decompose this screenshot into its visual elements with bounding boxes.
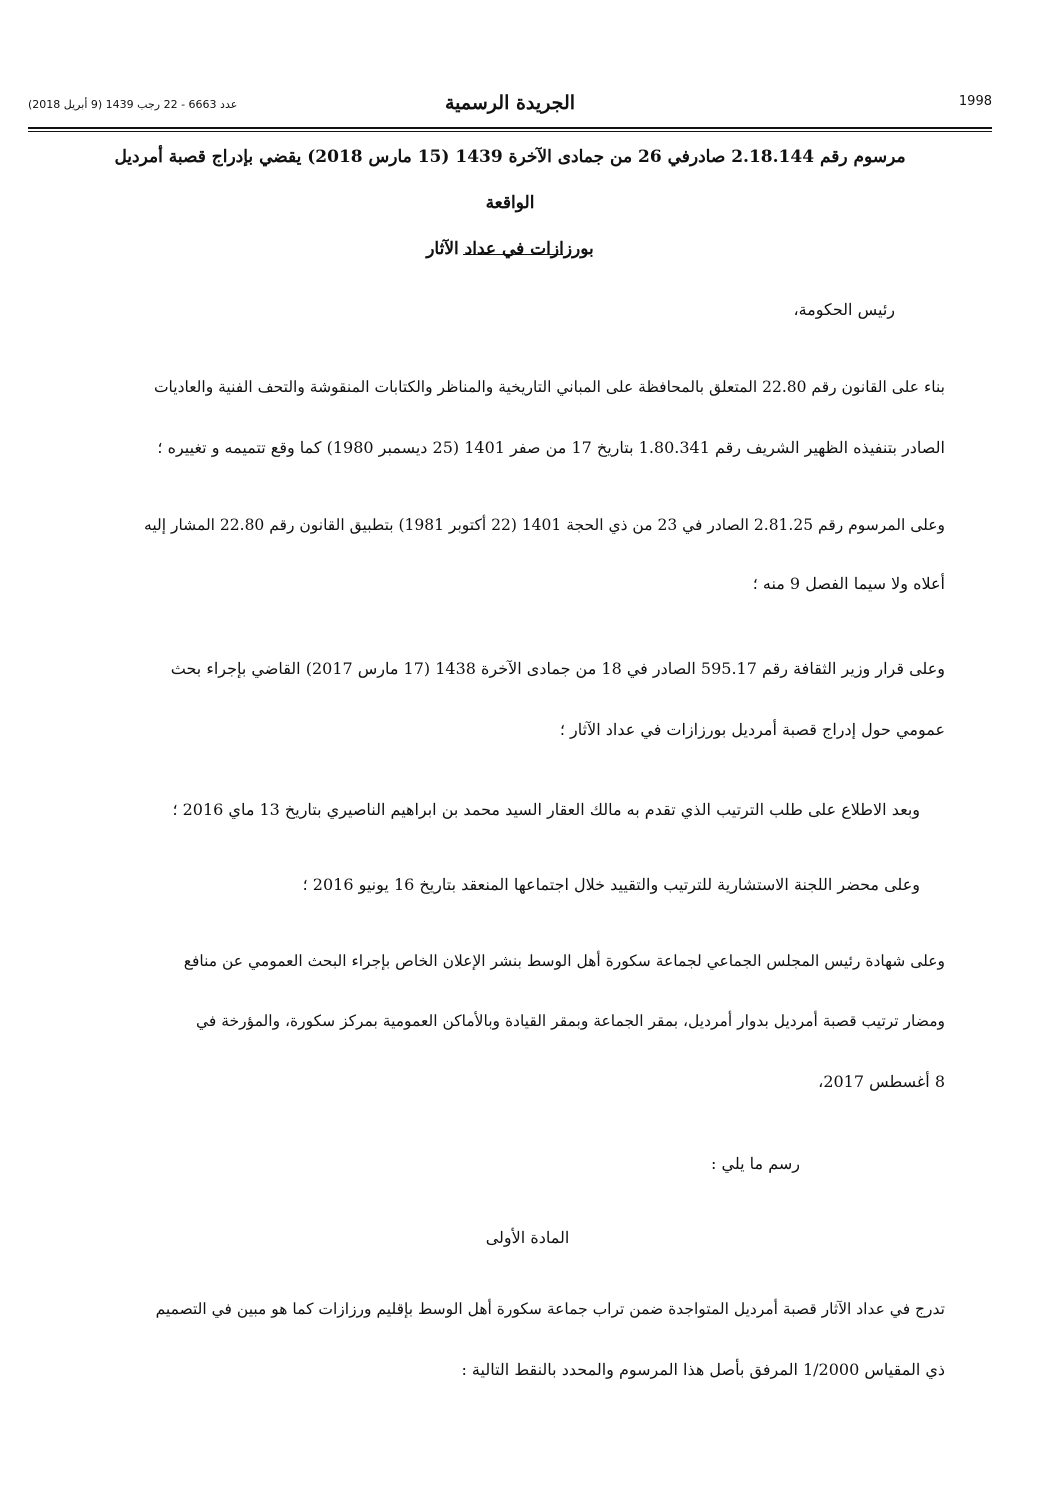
page-header <box>28 92 992 126</box>
decree-title <box>100 134 920 272</box>
paragraph-line: الصادر بتنفيذه الظهير الشريف رقم 1.80.341 بتاريخ 17 من صفر 1401 (25 ديسمبر 1980) كما وقع تتميمه و تغييره ؛ <box>157 438 945 457</box>
paragraph-law <box>105 378 945 457</box>
decrees-statement <box>500 1154 800 1173</box>
paragraph-line: أعلاه ولا سيما الفصل 9 منه ؛ <box>752 574 945 593</box>
journal-title: الجريدة الرسمية <box>444 92 576 114</box>
paragraph-line: وعلى محضر اللجنة الاستشارية للترتيب والتقييد خلال اجتماعها المنعقد بتاريخ 16 يونيو 2016 ؛ <box>302 875 920 894</box>
paragraph-line: بناء على القانون رقم 22.80 المتعلق بالمحافظة على المباني التاريخية والمناظر والكتابات المنقوشة والتحف الفنية والعاديات <box>153 378 945 396</box>
paragraph-line: 8 أغسطس 2017، <box>818 1072 945 1091</box>
paragraph-certificate <box>105 952 945 1091</box>
paragraph-minister-order <box>105 659 945 739</box>
paragraph-line: وعلى قرار وزير الثقافة رقم 595.17 الصادر في 18 من جمادى الآخرة 1438 (17 مارس 2017) القاضي بإجراء بحث <box>170 659 945 678</box>
paragraph-committee <box>80 875 920 894</box>
paragraph-line: وبعد الاطلاع على طلب الترتيب الذي تقدم به مالك العقار السيد محمد بن ابراهيم الناصيري بتاريخ 13 ماي 2016 ؛ <box>172 800 920 819</box>
paragraph-line: ذي المقياس 1/2000 المرفق بأصل هذا المرسوم والمحدد بالنقط التالية : <box>461 1360 945 1379</box>
addressee-text: رئيس الحكومة، <box>793 300 895 319</box>
paragraph-request <box>80 800 920 819</box>
addressee <box>495 300 895 319</box>
decree-title-line-1: مرسوم رقم 2.18.144 صادرفي 26 من جمادى الآخرة 1439 (15 مارس 2018) يقضي بإدراج قصبة أمرديل الواقعة <box>114 147 906 213</box>
paragraph-line: عمومي حول إدراج قصبة أمرديل بورزازات في عداد الآثار ؛ <box>559 720 945 739</box>
paragraph-line: تدرج في عداد الآثار قصبة أمرديل المتواجدة ضمن تراب جماعة سكورة أهل الوسط بإقليم ورزازات كما هو مبين في التصميم <box>155 1300 945 1318</box>
paragraph-decree <box>105 516 945 593</box>
title-separator <box>463 254 563 255</box>
paragraph-line: وعلى شهادة رئيس المجلس الجماعي لجماعة سكورة أهل الوسط بنشر الإعلان الخاص بإجراء البحث العمومي عن منافع <box>183 952 945 970</box>
header-rule-thin <box>28 131 992 132</box>
decrees-text: رسم ما يلي : <box>711 1154 800 1173</box>
article-heading: المادة الأولى <box>485 1228 570 1247</box>
paragraph-line: ومضار ترتيب قصبة أمرديل بدوار أمرديل، بمقر الجماعة وبمقر القيادة وبالأماكن العمومية بمركز سكورة، والمؤرخة في <box>195 1012 945 1030</box>
page-number: 1998 <box>958 94 992 109</box>
decree-title-line-2: بورزازات في عداد الآثار <box>426 239 594 259</box>
header-rule-thick <box>28 127 992 129</box>
paragraph-line: وعلى المرسوم رقم 2.81.25 الصادر في 23 من ذي الحجة 1401 (22 أكتوبر 1981) بتطبيق القانون رقم 22.80 المشار إليه <box>144 516 945 534</box>
article-1-text <box>105 1300 945 1379</box>
issue-info: عدد 6663 - 22 رجب 1439 (9 أبريل 2018) <box>28 98 238 111</box>
